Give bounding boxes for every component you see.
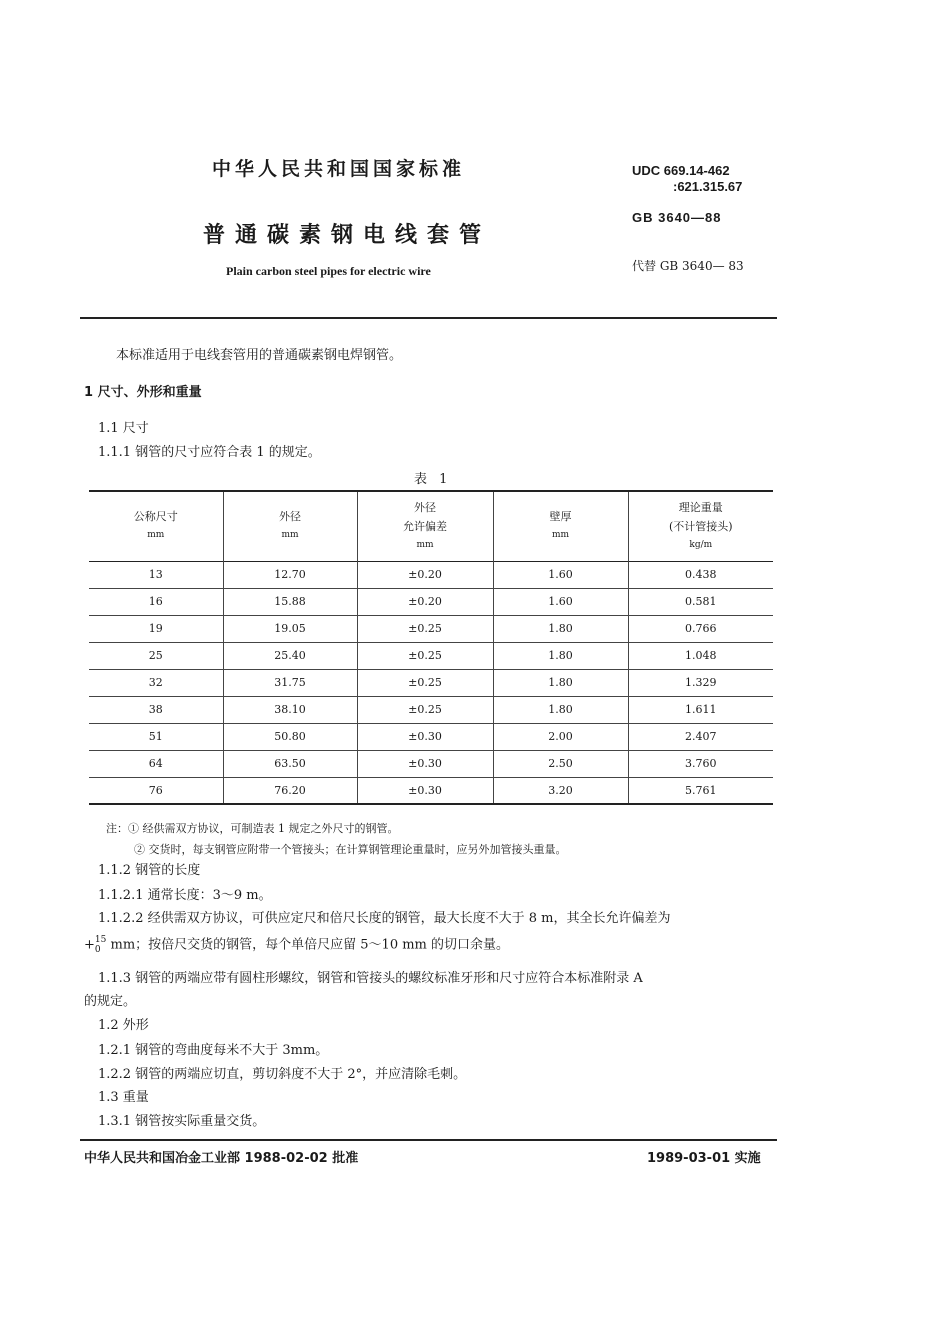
udc-code (632, 163, 742, 195)
standard-header-cn: 中华人民共和国国家标准 (212, 158, 466, 180)
header-label: 公称尺寸 (133, 510, 178, 524)
udc-line-2: :621.315.67 (673, 179, 743, 194)
table-cell: 12.70 (223, 561, 357, 588)
table-row (89, 561, 773, 588)
table-cell: 15.88 (223, 588, 357, 615)
header-unit: mm (281, 530, 299, 541)
section-1-1-heading: 1.1 尺寸 (98, 421, 149, 436)
table-row (89, 615, 773, 642)
tolerance-lower: 0 (94, 945, 101, 955)
tolerance-text: mm；按倍尺交货的钢管，每个单倍尺应留 5～10 mm 的切口余量。 (106, 937, 510, 953)
gb-number: GB 3640—88 (632, 210, 722, 225)
header-label: 理论重量 (678, 500, 723, 514)
table-note-1: 注：① 经供需双方协议，可制造表 1 规定之外尺寸的钢管。 (106, 822, 399, 835)
table-row (89, 669, 773, 696)
tolerance-upper: 15 (94, 935, 107, 945)
section-1-1-2-heading: 1.1.2 钢管的长度 (98, 863, 201, 878)
header-wall-thickness (493, 491, 628, 561)
table-cell: 2.50 (493, 750, 628, 777)
document-title: 普通碳素钢电线套管 (203, 223, 492, 248)
section-1-3-1-text: 1.3.1 钢管按实际重量交货。 (98, 1114, 266, 1129)
table-cell: 5.761 (628, 777, 773, 804)
table-cell: ±0.25 (357, 696, 493, 723)
tolerance-sign: + (84, 937, 95, 953)
table-cell: 64 (148, 757, 163, 770)
table-cell: ±0.30 (357, 750, 493, 777)
tolerance-stack (95, 935, 106, 955)
section-1-1-3-continuation: 的规定。 (84, 994, 137, 1009)
header-unit: mm (416, 539, 434, 550)
header-label: 外径 (279, 510, 301, 524)
table-cell: 1.329 (628, 669, 773, 696)
table-cell: 25 (148, 649, 163, 662)
effective-date: 1989-03-01 实施 (647, 1151, 761, 1166)
table-cell: 31.75 (223, 669, 357, 696)
table-row (89, 642, 773, 669)
section-1-1-2-1-text: 1.1.2.1 通常长度：3～9 m。 (98, 888, 272, 903)
section-1-1-2-2-text: 1.1.2.2 经供需双方协议，可供应定尺和倍尺长度的钢管，最大长度不大于 8 m，其全长允许偏差为 (98, 911, 671, 926)
table-cell: 63.50 (223, 750, 357, 777)
table-cell: ±0.20 (357, 588, 493, 615)
replaces-standard: 代替 GB 3640— 83 (632, 259, 744, 273)
dimension-table (89, 490, 773, 805)
header-outer-diameter (223, 491, 357, 561)
section-1-heading: 1 尺寸、外形和重量 (84, 385, 202, 400)
table-row (89, 588, 773, 615)
table-cell: ±0.30 (357, 777, 493, 804)
header-label-2: (不计管接头) (668, 519, 733, 533)
table-row (89, 750, 773, 777)
footer-divider (80, 1139, 777, 1141)
intro-paragraph: 本标准适用于电线套管用的普通碳素钢电焊钢管。 (116, 348, 403, 363)
table-row (89, 723, 773, 750)
table-cell: 2.00 (493, 723, 628, 750)
section-1-1-3-text: 1.1.3 钢管的两端应带有圆柱形螺纹，钢管和管接头的螺纹标准牙形和尺寸应符合本标准附录 A (98, 971, 643, 986)
section-1-2-2-text: 1.2.2 钢管的两端应切直，剪切斜度不大于 2°，并应清除毛刺。 (98, 1067, 467, 1082)
table-cell: ±0.25 (357, 669, 493, 696)
header-label: 外径 (414, 500, 436, 514)
table-cell: 1.80 (493, 696, 628, 723)
section-1-2-heading: 1.2 外形 (98, 1018, 149, 1033)
table-cell: 50.80 (223, 723, 357, 750)
table-cell: 1.60 (493, 588, 628, 615)
table-cell: 51 (148, 730, 163, 743)
table-header-row (89, 491, 773, 561)
table-cell: ±0.20 (357, 561, 493, 588)
table-cell: 0.581 (628, 588, 773, 615)
section-1-1-1-text: 1.1.1 钢管的尺寸应符合表 1 的规定。 (98, 445, 321, 460)
header-unit: mm (551, 530, 570, 541)
table-cell: 16 (148, 595, 163, 608)
table-cell: 32 (148, 676, 163, 689)
udc-line-1: UDC 669.14-462 (632, 163, 730, 178)
table-cell: 19 (148, 622, 163, 635)
table-cell: 19.05 (223, 615, 357, 642)
table-row (89, 696, 773, 723)
header-divider (80, 317, 777, 319)
table-row (89, 777, 773, 804)
header-label-2: 允许偏差 (403, 519, 447, 533)
table-caption: 表 1 (414, 472, 452, 487)
table-cell: 2.407 (628, 723, 773, 750)
table-cell: ±0.25 (357, 642, 493, 669)
table-cell: 0.438 (628, 561, 773, 588)
header-label: 壁厚 (549, 510, 572, 524)
document-title-en: Plain carbon steel pipes for electric wire (226, 264, 431, 278)
table-cell: 38.10 (223, 696, 357, 723)
table-cell: ±0.30 (357, 723, 493, 750)
table-cell: 3.760 (628, 750, 773, 777)
header-unit: kg/m (689, 539, 713, 550)
table-cell: 25.40 (223, 642, 357, 669)
table-cell: 38 (148, 703, 163, 716)
header-unit: mm (147, 530, 165, 541)
table-cell: 76 (148, 783, 163, 797)
table-cell: 13 (148, 568, 163, 581)
table-cell: 1.80 (493, 615, 628, 642)
table-cell: 1.80 (493, 669, 628, 696)
table-cell: 1.80 (493, 642, 628, 669)
table-cell: 1.611 (628, 696, 773, 723)
section-1-3-heading: 1.3 重量 (98, 1090, 149, 1105)
header-theoretical-weight (628, 491, 773, 561)
table-cell: 3.20 (493, 777, 628, 804)
approval-line: 中华人民共和国冶金工业部 1988-02-02 批准 (84, 1151, 359, 1166)
header-od-tolerance (357, 491, 493, 561)
table-cell: 1.048 (628, 642, 773, 669)
header-nominal-size (89, 491, 223, 561)
section-1-1-2-2-continuation (84, 935, 509, 955)
section-1-2-1-text: 1.2.1 钢管的弯曲度每米不大于 3mm。 (98, 1043, 329, 1058)
table-cell: ±0.25 (357, 615, 493, 642)
table-cell: 0.766 (628, 615, 773, 642)
table-cell: 1.60 (493, 561, 628, 588)
table-cell: 76.20 (223, 777, 357, 804)
table-note-2: ② 交货时，每支钢管应附带一个管接头；在计算钢管理论重量时，应另外加管接头重量。 (134, 843, 567, 856)
